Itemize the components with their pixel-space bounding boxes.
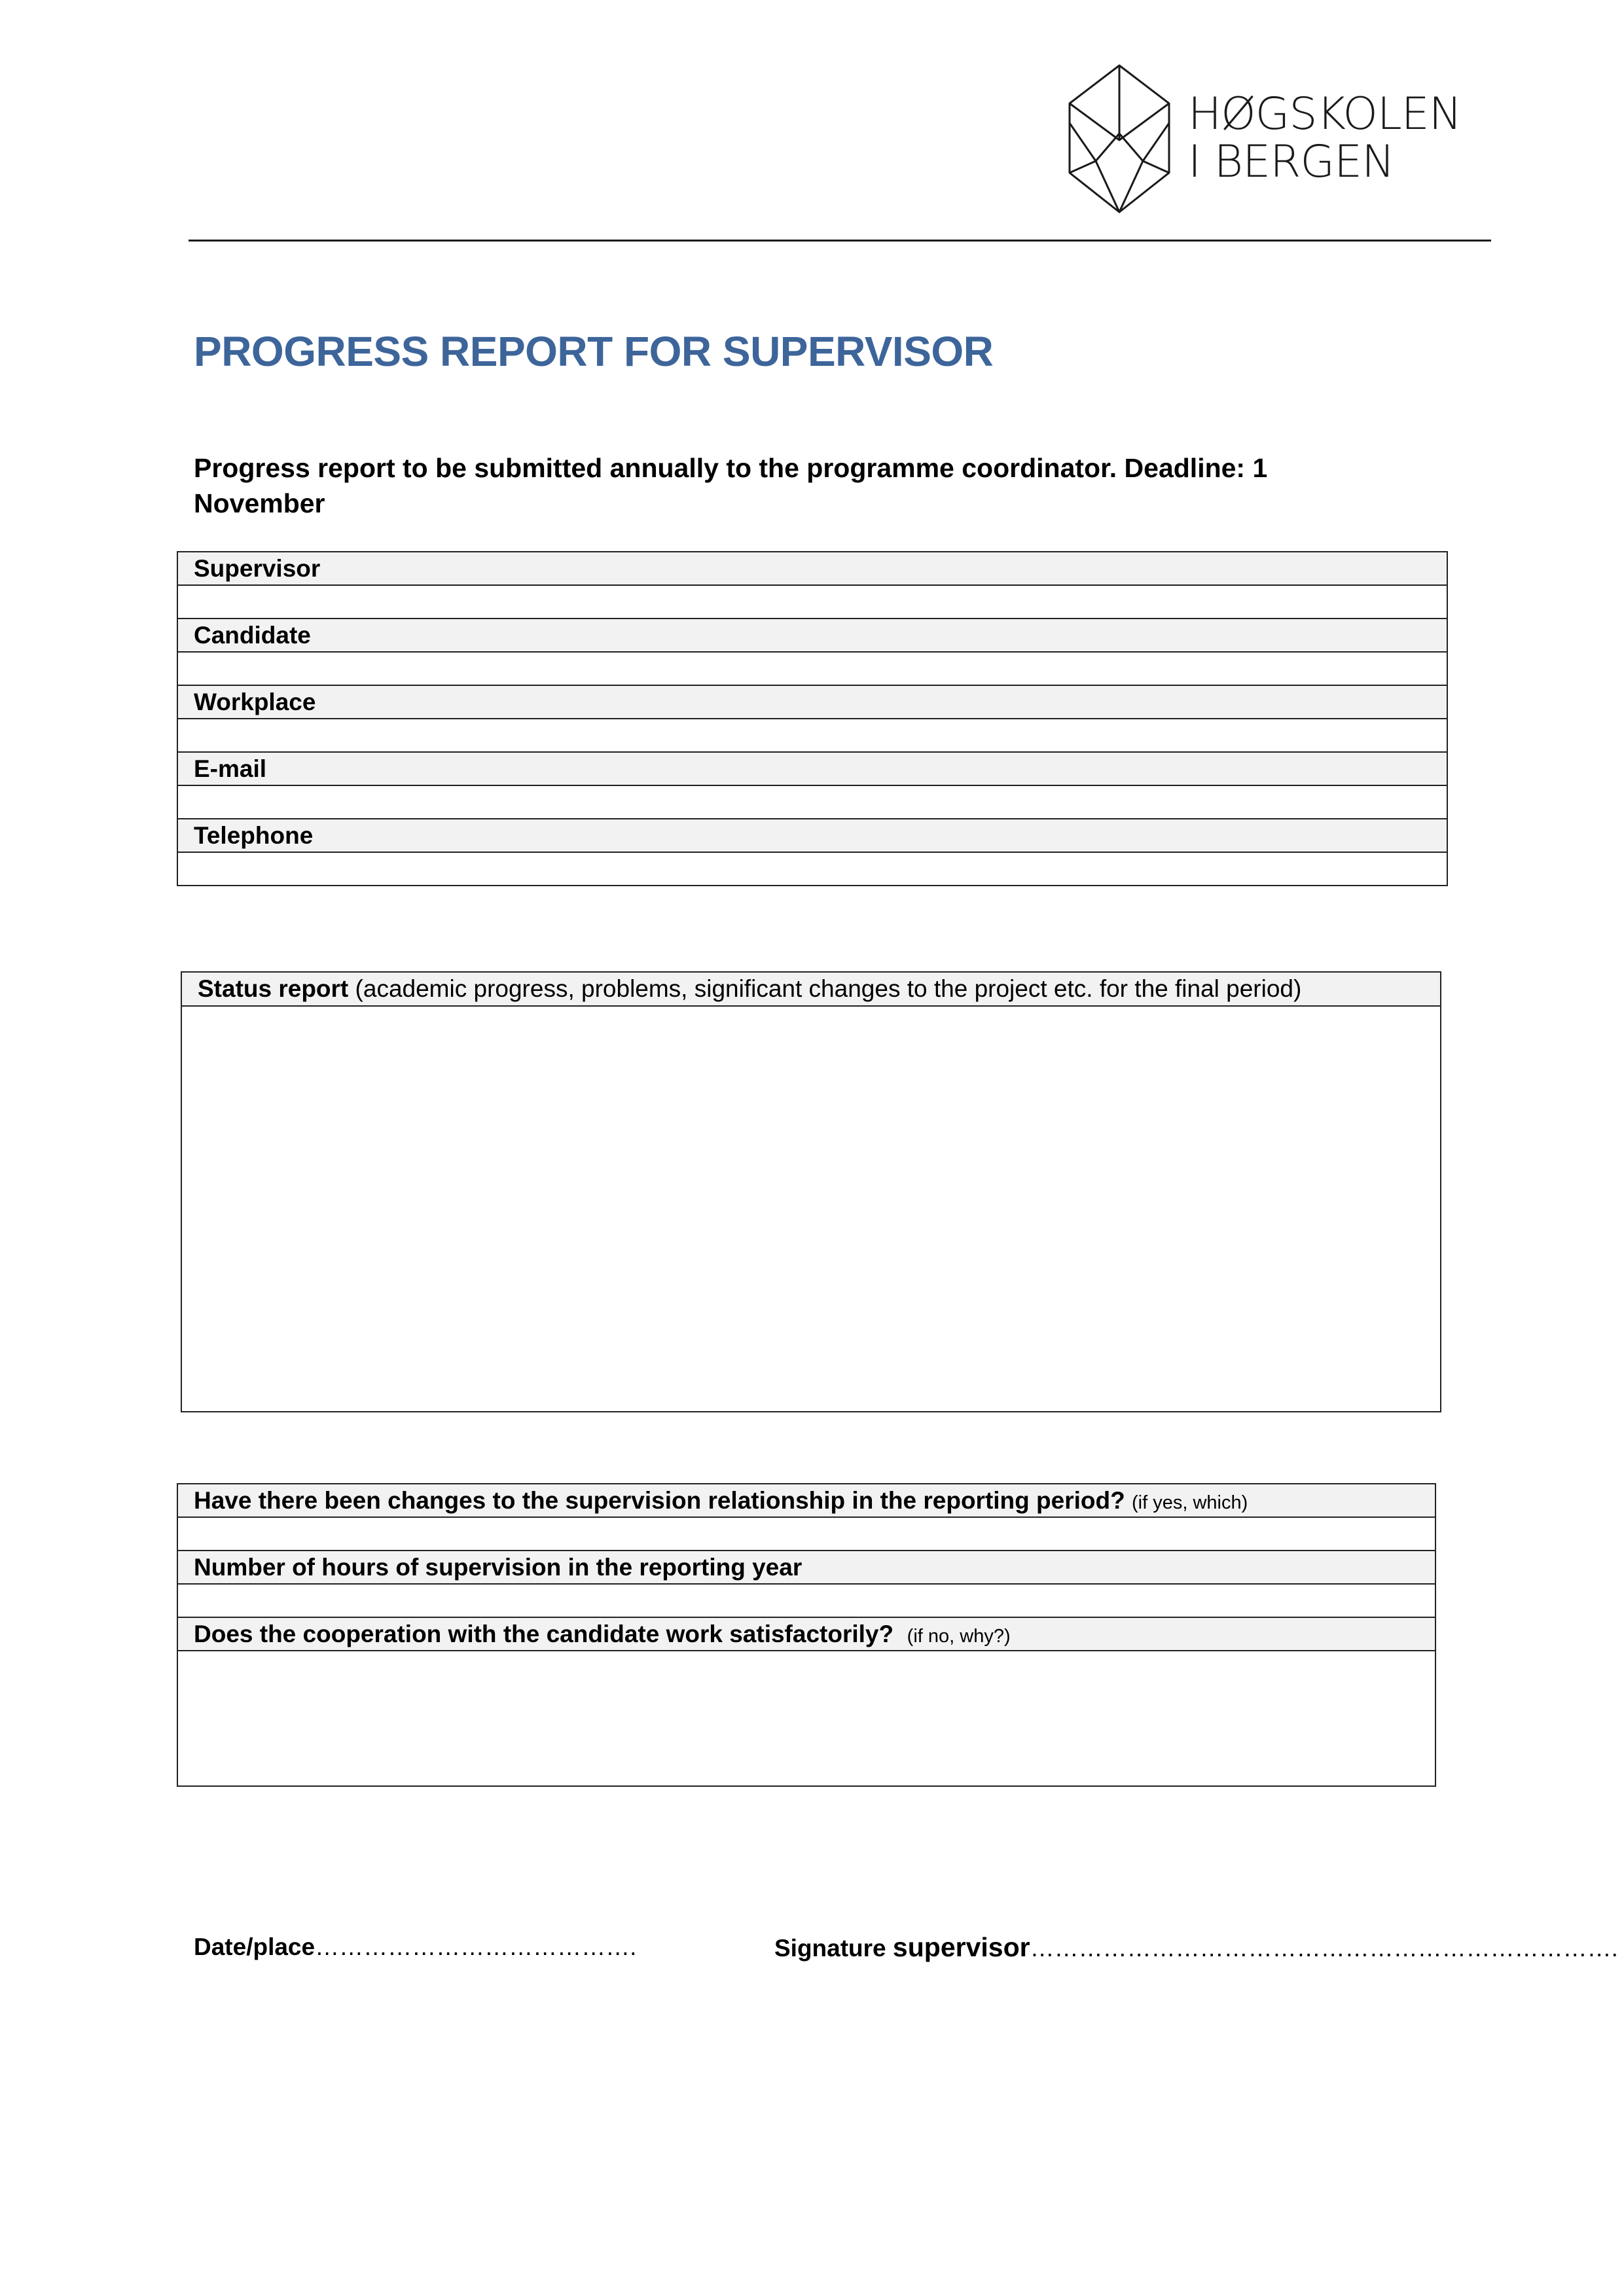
intro-text: Progress report to be submitted annually to the programme coordinator. Deadline: 1 November [194,453,1268,518]
logo-line-2: I BERGEN [1188,136,1394,188]
hvl-logo-icon [1067,63,1172,215]
q2-field[interactable] [177,1584,1435,1617]
q1-header [177,1484,1435,1517]
workplace-label: Workplace [177,685,1447,719]
signature-label-supervisor: supervisor [892,1932,1030,1962]
supervisor-label: Supervisor [177,552,1447,585]
workplace-field[interactable] [177,719,1447,752]
date-place-label: Date/place [194,1933,316,1960]
date-place-line [194,1933,636,1961]
email-field[interactable] [177,785,1447,819]
status-report-field[interactable] [181,1006,1441,1412]
signature-dots[interactable]: ………………………………………………………………. [1030,1935,1618,1962]
signature-line [774,1932,1618,1963]
status-report-header [181,972,1441,1006]
q3-note: (if no, why?) [907,1625,1011,1647]
q1-note: (if yes, which) [1131,1492,1248,1513]
candidate-field[interactable] [177,652,1447,685]
contact-table [177,551,1448,886]
hvl-logo-text [1188,90,1462,186]
q1-label: Have there been changes to the supervision relationship in the reporting period? [194,1486,1125,1514]
q3-label: Does the cooperation with the candidate work satisfactorily? [194,1620,894,1647]
email-label: E-mail [177,752,1447,785]
candidate-label: Candidate [177,619,1447,652]
page-title: PROGRESS REPORT FOR SUPERVISOR [194,328,994,375]
status-report-note: (academic progress, problems, significant changes to the project etc. for the final period) [355,975,1302,1002]
questions-table [177,1483,1436,1787]
q2-label: Number of hours of supervision in the reporting year [177,1551,1435,1584]
q3-header [177,1617,1435,1651]
q1-field[interactable] [177,1517,1435,1551]
q3-field[interactable] [177,1651,1435,1786]
header-divider [189,240,1491,242]
signature-label: Signature [774,1935,886,1962]
telephone-field[interactable] [177,852,1447,886]
date-place-dots[interactable]: …………………………………. [315,1933,637,1960]
status-report-table [181,971,1441,1412]
status-report-label: Status report [198,975,349,1002]
logo-line-1: HØGSKOLEN [1188,88,1462,140]
telephone-label: Telephone [177,819,1447,852]
supervisor-field[interactable] [177,585,1447,619]
